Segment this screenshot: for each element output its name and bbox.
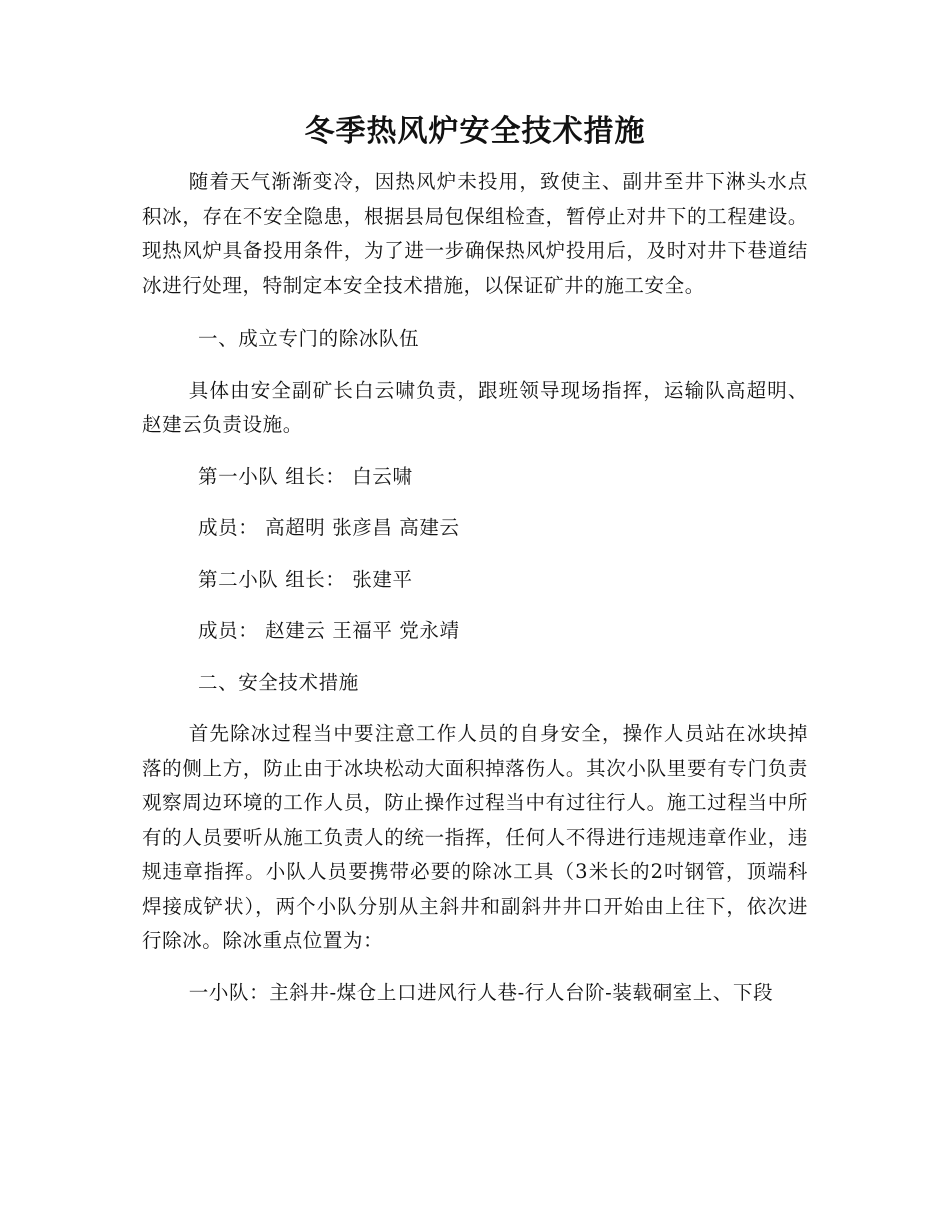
document-title: 冬季热风炉安全技术措施	[304, 114, 646, 149]
team1-route-paragraph: 一小队：主斜井-煤仓上口进风行人巷-行人台阶-装载硐室上、下段	[188, 980, 774, 1004]
document-body	[142, 165, 808, 1010]
team2-members-line: 成员： 赵建云 王福平 党永靖	[198, 619, 460, 642]
team1-leader-line: 第一小队 组长： 白云啸	[198, 464, 413, 488]
team1-members-line: 成员： 高超明 张彦昌 高建云	[198, 516, 460, 539]
intro-paragraph: 随着天气渐渐变冷，因热风炉未投用，致使主、副井至井下淋头水点积冰，存在不安全隐患，根据县局包保组检查，暂停止对井下的工程建设。现热风炉具备投用条件，为了进一步确保热风炉投用后，及时对井下巷道结冰进行处理，特制定本安全技术措施，以保证矿井的施工安全。	[142, 170, 808, 297]
section2-paragraph: 首先除冰过程当中要注意工作人员的自身安全，操作人员站在冰块掉落的侧上方，防止由于冰块松动大面积掉落伤人。其次小队里要有专门负责观察周边环境的工作人员，防止操作过程当中有过往行人。施工过程当中所有的人员要听从施工负责人的统一指挥，任何人不得进行违规违章作业，违规违章指挥。小队人员要携带必要的除冰工具（3米长的2吋钢管，顶端科焊接成铲状），两个小队分别从主斜井和副斜井井口开始由上往下，依次进行除冰。除冰重点位置为：	[142, 722, 808, 952]
team2-leader-line: 第二小队 组长： 张建平	[198, 567, 413, 591]
section1-paragraph: 具体由安全副矿长白云啸负责，跟班领导现场指挥，运输队高超明、赵建云负责设施。	[142, 378, 808, 436]
section2-heading: 二、安全技术措施	[198, 670, 359, 694]
section1-heading: 一、成立专门的除冰队伍	[198, 327, 420, 350]
